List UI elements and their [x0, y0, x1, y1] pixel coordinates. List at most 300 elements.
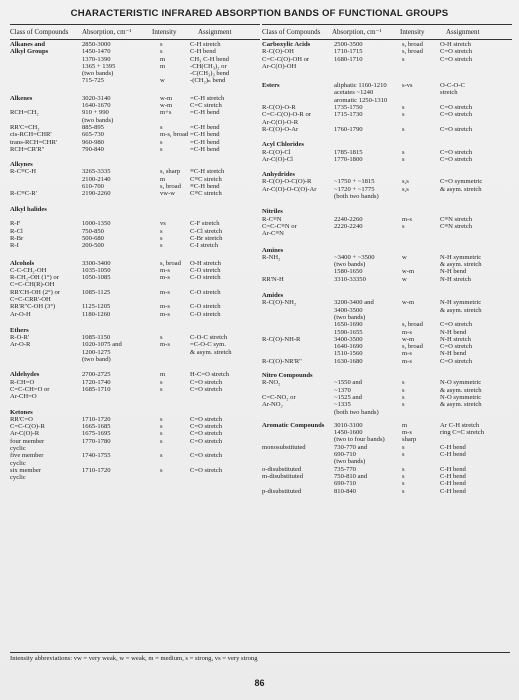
assignment-cell: C=O stretch: [440, 155, 473, 163]
assignment-cell: C-Br stretch: [190, 234, 223, 242]
table-row: [262, 186, 512, 193]
absorption-cell: 1450-1470: [82, 48, 111, 56]
assignment-cell: C-H bend: [440, 480, 466, 488]
compound-cell: Ar-C(O)-Cl: [262, 155, 293, 163]
table-row: [10, 70, 260, 77]
absorption-cell: 3310-33350: [334, 275, 366, 283]
table-row: [10, 77, 260, 84]
compound-cell: Ketones: [10, 408, 33, 416]
compound-cell: R-I: [10, 242, 19, 250]
assignment-cell: & asym. stretch: [190, 348, 232, 356]
compound-cell: Ar-C(O)-O-C(O)-Ar: [262, 185, 317, 193]
section-alkynes: [10, 161, 260, 197]
assignment-cell: C-H stretch: [190, 41, 221, 48]
section-alkenes: [10, 95, 260, 153]
intensity-cell: s: [402, 480, 405, 488]
table-row: [262, 216, 512, 223]
compound-cell: C=C-C(O)-R: [10, 423, 45, 431]
table-row: [10, 228, 260, 235]
intensity-cell: s: [402, 443, 405, 451]
table-row: [262, 429, 512, 436]
intensity-cell: s: [160, 334, 163, 342]
compound-cell: Alcohols: [10, 259, 35, 267]
intensity-cell: s: [160, 123, 163, 131]
table-row: [10, 386, 260, 393]
compound-cell: Alkyl halides: [10, 205, 47, 213]
assignment-cell: C=O stretch: [190, 430, 223, 438]
table-row: [10, 379, 260, 386]
absorption-cell: 1085-1125: [82, 288, 111, 296]
intensity-cell: s: [160, 242, 163, 250]
compound-cell: R-C≡C-R': [10, 190, 37, 198]
assignment-cell: =C-H stretch: [190, 94, 225, 102]
intensity-cell: w-m: [160, 94, 173, 102]
header-intensity-right: Intensity: [400, 28, 425, 36]
absorption-cell: 1710-1720: [82, 466, 111, 474]
compound-cell: C=C-C(O)-O-R or: [262, 111, 311, 119]
intensity-cell: m: [402, 421, 408, 429]
absorption-cell: aromatic 1250-1310: [334, 96, 388, 104]
compound-cell: R-C(O)-O-R: [262, 104, 296, 112]
intensity-cell: s,s: [402, 178, 409, 186]
header-intensity: Intensity: [152, 28, 177, 36]
table-row: [262, 343, 512, 350]
table-row: [262, 89, 512, 96]
assignment-cell: C=O stretch: [190, 466, 223, 474]
compound-cell: Ar-O-R: [10, 341, 31, 349]
table-row: [262, 480, 512, 487]
table-row: [10, 56, 260, 63]
absorption-cell: 610-700: [82, 183, 104, 191]
absorption-cell: 1675-1695: [82, 430, 111, 438]
compound-cell: RR'C=CH₂: [10, 123, 40, 131]
assignment-cell: C-O stretch: [190, 266, 221, 274]
header-class-right: Class of Compounds: [262, 28, 321, 36]
header-assignment: Assignment: [198, 28, 232, 36]
table-row: [10, 139, 260, 146]
compound-cell: RCH=CH₂: [10, 109, 39, 117]
absorption-cell: ~1550 and: [334, 379, 362, 387]
assignment-cell: Ar C-H stretch: [440, 421, 480, 429]
compound-cell: Esters: [262, 82, 280, 90]
intensity-cell: m-s: [402, 215, 412, 223]
assignment-cell: C=O stretch: [190, 423, 223, 431]
table-row: [10, 213, 260, 220]
intensity-cell: w: [160, 77, 165, 85]
assignment-cell: -C(CH₃)₃ bend: [190, 70, 230, 78]
header-class: Class of Compounds: [10, 28, 69, 36]
absorption-cell: 2700-2725: [82, 371, 111, 379]
compound-cell: Carboxylic Acids: [262, 41, 311, 48]
compound-cell: Acyl Chlorides: [262, 141, 304, 149]
compound-cell: Nitriles: [262, 208, 283, 216]
compound-cell: C=C-NO₂ or: [262, 393, 296, 401]
intensity-cell: s: [402, 155, 405, 163]
assignment-cell: O-H stretch: [440, 41, 471, 48]
table-row: [10, 235, 260, 242]
compound-cell: Alkyl Groups: [10, 48, 49, 56]
absorption-cell: 910 + 990: [82, 109, 109, 117]
compound-cell: R-C(O)-Cl: [262, 148, 291, 156]
intensity-cell: vw-w: [160, 190, 176, 198]
absorption-cell: 2220-2240: [334, 222, 363, 230]
compound-cell: Ar-C(O)-O-R: [262, 118, 299, 126]
intensity-cell: s: [160, 430, 163, 438]
compound-cell: m-disubstituted: [262, 472, 304, 480]
intensity-cell: sharp: [402, 436, 417, 444]
table-row: [262, 254, 512, 261]
compound-cell: Amides: [262, 292, 284, 300]
intensity-cell: s: [160, 437, 163, 445]
table-row: [10, 445, 260, 452]
assignment-cell: C≡N stretch: [440, 215, 473, 223]
table-row: [10, 131, 260, 138]
assignment-cell: =C-H bend: [190, 109, 220, 117]
intensity-cell: s: [402, 386, 405, 394]
absorption-cell: (both two bands): [334, 193, 379, 201]
compound-cell: Ar-CH=O: [10, 393, 37, 401]
assignment-cell: =C-H bend: [190, 131, 220, 139]
table-row: [262, 261, 512, 268]
table-row: [10, 242, 260, 249]
section-carboxylic-acids: [262, 41, 512, 70]
compound-cell: C=C-C(O)-OH or: [262, 55, 310, 63]
assignment-cell: C≡C stretch: [190, 175, 222, 183]
intensity-cell: s: [402, 111, 405, 119]
table-row: [10, 168, 260, 175]
compound-cell: cyclic: [10, 445, 26, 453]
intensity-cell: m: [160, 62, 166, 70]
compound-cell: Alkanes and: [10, 41, 45, 48]
absorption-cell: 1590-1655: [334, 328, 363, 336]
absorption-cell: 2500-3500: [334, 41, 363, 48]
table-row: [262, 409, 512, 416]
compound-cell: Alkynes: [10, 161, 33, 169]
intensity-cell: m: [160, 55, 166, 63]
compound-cell: C=C-C≡N or: [262, 222, 297, 230]
assignment-cell: =C-H bend: [190, 145, 220, 153]
table-row: [262, 372, 512, 379]
header-absorption-right: Absorption, cm⁻¹: [332, 28, 382, 36]
absorption-cell: 1785-1815: [334, 148, 363, 156]
absorption-cell: 1650-1690: [334, 321, 363, 329]
absorption-cell: 1035-1050: [82, 266, 111, 274]
assignment-cell: -CH(CH₃)₂ or: [190, 62, 227, 70]
table-row: [10, 349, 260, 356]
compound-cell: p-disubstituted: [262, 487, 302, 495]
table-row: [10, 176, 260, 183]
absorption-cell: 1710-1715: [334, 48, 363, 56]
table-row: [262, 119, 512, 126]
table-row: [262, 171, 512, 178]
absorption-cell: 200-500: [82, 242, 104, 250]
intensity-cell: m: [160, 175, 166, 183]
table-row: [10, 371, 260, 378]
compound-cell: five member: [10, 452, 44, 460]
assignment-cell: C-O stretch: [190, 310, 221, 318]
intensity-cell: w-m: [160, 102, 173, 110]
intensity-cell: m-s: [160, 288, 170, 296]
table-row: [262, 473, 512, 480]
assignment-cell: =C-H bend: [190, 138, 220, 146]
table-row: [262, 208, 512, 215]
assignment-cell: & asym. stretch: [440, 306, 482, 314]
intensity-cell: s: [160, 378, 163, 386]
absorption-cell: 1720-1740: [82, 378, 111, 386]
absorption-cell: 960-980: [82, 138, 104, 146]
table-row: [10, 438, 260, 445]
intensity-cell: s: [402, 125, 405, 133]
absorption-cell: 750-850: [82, 227, 104, 235]
assignment-cell: C-Cl stretch: [190, 227, 223, 235]
absorption-cell: (two bands): [82, 70, 114, 78]
compound-cell: trans-RCH=CHR': [10, 138, 58, 146]
compound-cell: RR'N-H: [262, 275, 284, 283]
table-row: [262, 436, 512, 443]
absorption-cell: 1770-1780: [82, 437, 111, 445]
assignment-cell: C=O stretch: [190, 452, 223, 460]
table-row: [262, 394, 512, 401]
assignment-cell: -(CH₂)ₙ bend: [190, 77, 226, 85]
absorption-cell: 1680-1710: [334, 55, 363, 63]
intensity-cell: m-s: [402, 350, 412, 358]
assignment-cell: N-H symmetric: [440, 253, 482, 261]
table-row: [10, 341, 260, 348]
section-amides: [262, 292, 512, 365]
compound-cell: Ar-NO₂: [262, 401, 283, 409]
absorption-cell: 3400-3500: [334, 306, 363, 314]
compound-cell: R-F: [10, 220, 21, 228]
intensity-cell: s: [160, 234, 163, 242]
absorption-cell: 1510-1560: [334, 350, 363, 358]
absorption-cell: 1580-1650: [334, 268, 363, 276]
assignment-cell: C-I stretch: [190, 242, 219, 250]
compound-cell: C=C-CH=O or: [10, 385, 50, 393]
table-row: [262, 336, 512, 343]
absorption-cell: ~1720 + ~1775: [334, 185, 375, 193]
absorption-cell: 1085-1150: [82, 334, 111, 342]
absorption-cell: (two bands): [334, 313, 366, 321]
assignment-cell: C-H bend: [440, 487, 466, 495]
assignment-cell: C=O stretch: [440, 104, 473, 112]
table-row: [10, 220, 260, 227]
table-row: [262, 422, 512, 429]
absorption-cell: 1180-1260: [82, 310, 111, 318]
table-row: [262, 48, 512, 55]
compound-cell: R-Br: [10, 234, 24, 242]
table-row: [262, 307, 512, 314]
intensity-cell: s: [402, 487, 405, 495]
absorption-cell: 1760-1790: [334, 125, 363, 133]
intensity-cell: s: [160, 41, 163, 48]
intensity-cell: s-vs: [402, 82, 413, 90]
section-aromatic-compounds: [262, 422, 512, 495]
table-row: [262, 314, 512, 321]
intensity-cell: w-m: [402, 299, 415, 307]
absorption-cell: 2850-3000: [82, 41, 111, 48]
table-row: [10, 416, 260, 423]
absorption-cell: 1710-1720: [82, 415, 111, 423]
intensity-cell: s, broad: [402, 41, 423, 48]
assignment-cell: & asym. stretch: [440, 386, 482, 394]
absorption-cell: (both two bands): [334, 408, 379, 416]
assignment-cell: C=O symmetric: [440, 178, 483, 186]
right-header-row: [262, 24, 512, 40]
absorption-cell: 500-680: [82, 234, 104, 242]
assignment-cell: ≡C-H bend: [190, 183, 220, 191]
absorption-cell: 1000-1350: [82, 220, 111, 228]
assignment-cell: N-H bend: [440, 268, 467, 276]
compound-cell: R-C(O)-NH₂: [262, 299, 297, 307]
absorption-cell: 690-710: [334, 451, 356, 459]
intensity-cell: s: [160, 145, 163, 153]
table-row: [10, 281, 260, 288]
intensity-cell: s: [402, 393, 405, 401]
intensity-cell: s: [402, 465, 405, 473]
intensity-cell: s, broad: [160, 183, 181, 191]
intensity-cell: m-s: [160, 341, 170, 349]
compound-cell: R-O-R': [10, 334, 30, 342]
assignment-cell: N-H stretch: [440, 335, 471, 343]
table-row: [262, 268, 512, 275]
assignment-cell: N-H symmetric: [440, 299, 482, 307]
assignment-cell: C=O stretch: [440, 111, 473, 119]
page-number: 86: [254, 678, 265, 688]
table-row: [10, 63, 260, 70]
absorption-cell: 1770-1800: [334, 155, 363, 163]
compound-cell: C-C-CH₂-OH: [10, 266, 47, 274]
intensity-cell: m-s: [160, 274, 170, 282]
compound-cell: R-C≡C-H: [10, 168, 37, 176]
absorption-cell: 1640-1670: [82, 102, 111, 110]
section-nitriles: [262, 208, 512, 237]
compound-cell: Ar-C(O)-R: [10, 430, 40, 438]
compound-cell: R-C≡N: [262, 215, 282, 223]
compound-cell: four member: [10, 437, 45, 445]
absorption-cell: 1630-1680: [334, 357, 363, 365]
intensity-cell: w: [402, 253, 407, 261]
table-row: [262, 178, 512, 185]
assignment-cell: C=O stretch: [440, 48, 473, 56]
assignment-cell: C=O stretch: [190, 437, 223, 445]
section-anhydrides: [262, 171, 512, 200]
absorption-cell: 715-725: [82, 77, 104, 85]
compound-cell: o-disubstituted: [262, 465, 302, 473]
compound-cell: cyclic: [10, 474, 26, 482]
table-row: [10, 190, 260, 197]
intensity-cell: s: [160, 385, 163, 393]
assignment-cell: O-C-O-C: [440, 82, 465, 90]
absorption-cell: 1050-1085: [82, 274, 111, 282]
table-row: [262, 223, 512, 230]
table-row: [262, 358, 512, 365]
compound-cell: R-C(O)-OH: [262, 48, 294, 56]
compound-cell: Ar-C(O)-OH: [262, 62, 297, 70]
compound-cell: Ar-C≡N: [262, 230, 284, 238]
absorption-cell: (two to four bands): [334, 436, 385, 444]
intensity-cell: m+s: [160, 109, 172, 117]
header-absorption: Absorption, cm⁻¹: [82, 28, 132, 36]
table-row: [10, 267, 260, 274]
table-row: [262, 56, 512, 63]
absorption-cell: 1740-1755: [82, 452, 111, 460]
assignment-cell: C=O stretch: [440, 321, 473, 329]
assignment-cell: C=O stretch: [190, 385, 223, 393]
table-row: [262, 350, 512, 357]
absorption-cell: acetates ~1240: [334, 89, 374, 97]
table-row: [262, 329, 512, 336]
table-row: [10, 327, 260, 334]
table-row: [262, 387, 512, 394]
table-row: [10, 102, 260, 109]
compound-cell: Ar-O-H: [10, 310, 31, 318]
intensity-cell: s: [402, 104, 405, 112]
compound-cell: Nitro Compounds: [262, 372, 313, 380]
compound-cell: R-CH₂-OH (1°) or: [10, 274, 59, 282]
compound-cell: Anhydrides: [262, 171, 295, 179]
assignment-cell: =C-H bend: [190, 123, 220, 131]
assignment-cell: C=O stretch: [440, 343, 473, 351]
intensity-cell: m-s, broad: [160, 131, 189, 139]
compound-cell: Aldehydes: [10, 371, 40, 379]
intensity-cell: s: [160, 138, 163, 146]
section-alkyl-halides: [10, 206, 260, 250]
compound-cell: R-C(O)-NR'R": [262, 357, 302, 365]
intensity-cell: s: [160, 415, 163, 423]
table-row: [262, 321, 512, 328]
assignment-cell: N-H bend: [440, 350, 467, 358]
assignment-cell: ≡C-H stretch: [190, 168, 225, 176]
intensity-cell: s: [402, 222, 405, 230]
assignment-cell: stretch: [440, 89, 458, 97]
intensity-cell: s: [402, 148, 405, 156]
table-row: [262, 488, 512, 495]
assignment-cell: C=O stretch: [190, 415, 223, 423]
table-row: [262, 141, 512, 148]
intensity-cell: m: [160, 371, 166, 379]
absorption-cell: 750-810 and: [334, 472, 368, 480]
absorption-cell: 1715-1730: [334, 111, 363, 119]
compound-cell: R-NO₂: [262, 379, 281, 387]
intensity-cell: w-m: [402, 268, 415, 276]
table-row: [10, 452, 260, 459]
table-row: [262, 104, 512, 111]
table-row: [10, 409, 260, 416]
intensity-cell: s: [402, 472, 405, 480]
assignment-cell: N-O symmetric: [440, 379, 482, 387]
intensity-cell: s: [160, 466, 163, 474]
absorption-cell: 2100-2140: [82, 175, 111, 183]
absorption-cell: aliphatic 1160-1210: [334, 82, 387, 90]
assignment-cell: C=O stretch: [440, 148, 473, 156]
intensity-cell: s: [402, 401, 405, 409]
assignment-cell: C-O-C stretch: [190, 334, 228, 342]
absorption-cell: 735-770: [334, 465, 356, 473]
assignment-cell: C=O stretch: [440, 125, 473, 133]
table-row: [262, 193, 512, 200]
compound-cell: Amines: [262, 246, 284, 254]
assignment-cell: H-C=O stretch: [190, 371, 230, 379]
table-row: [262, 63, 512, 70]
table-row: [10, 274, 260, 281]
table-row: [262, 149, 512, 156]
absorption-cell: ~1335: [334, 401, 351, 409]
intensity-cell: vs: [160, 220, 166, 228]
section-ethers: [10, 327, 260, 363]
table-row: [262, 379, 512, 386]
table-row: [10, 423, 260, 430]
intensity-cell: m-s: [402, 357, 412, 365]
